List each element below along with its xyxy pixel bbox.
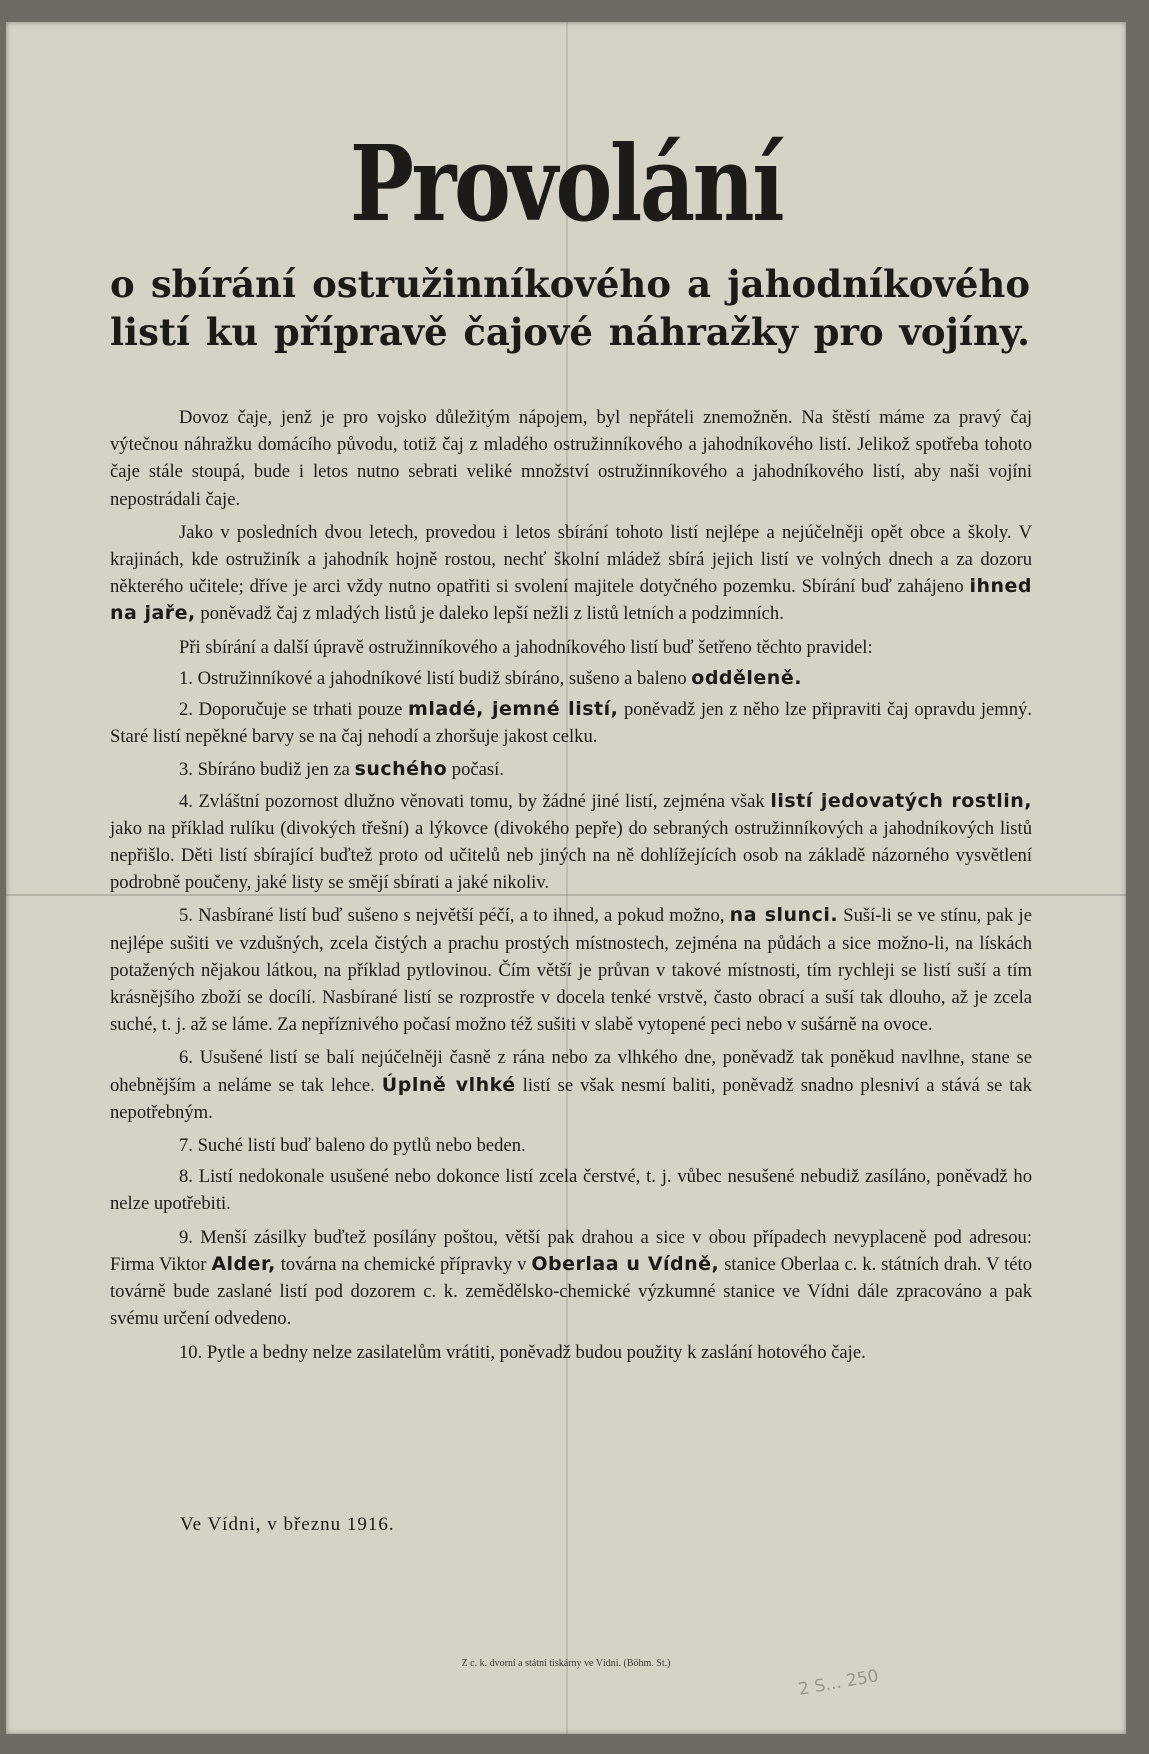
rule-9: 9. Menší zásilky buďtež posílány poštou, větší pak drahou a sice v obou případech nevyplaceně pod adresou: Firma Viktor Alder, továrna na chemické přípravky v Oberlaa u Vídně, stanice Oberlaa c. k. státních drah. V této továrně bude zaslané listí pod dozorem c. k. zemědělsko-chemické výzkumné stanice ve Vídni dále zpracováno a pak svému určení odvedeno. — [110, 1226, 1032, 1330]
emphasis-text: listí jedovatých rostlin, — [770, 789, 1032, 812]
intro-paragraph-1: Dovoz čaje, jenž je pro vojsko důležitým nápojem, byl nepřáteli znemožněn. Na štěstí máme za pravý čaj výtečnou náhražku domácího původu, totiž čaj z mladého ostružinníkového a jahodníkového listí. Jelikož spotřeba tohoto čaje stále stoupá, bude i letos nutno sebrati veliké množství ostružinníkového a jahodníkového listí, aby naši vojíni nepostrádali čaje. — [110, 407, 1032, 510]
rule-10: 10. Pytle a bedny nelze zasilatelům vrátiti, poněvadž budou použity k zaslání hotového čaje. — [179, 1341, 866, 1363]
signature-line: Ve Vídni, v březnu 1916. — [180, 1514, 395, 1535]
rule-5: 5. Nasbírané listí buď sušeno s největší péčí, a to ihned, a pokud možno, na slunci. Suší-li se ve stínu, pak je nejlépe sušiti ve vzdušných, zcela čistých a prachu prostých místnostech, zejména na půdách a sice možno-li, na lískách potažených nějakou látkou, na příklad pytlovinou. Čím větší je průvan v takové místnosti, tím rychleji se listí suší a tím krásnějšího zboží se docílí. Nasbírané listí se rozprostře v docela tenké vrstvě, často obrací a suší tak dlouho, až je zcela suché, t. j. až se láme. Za nepříznivého počasí možno též sušiti v slabě vytopené peci nebo v sušárně na ovoce. — [110, 904, 1032, 1036]
rule-4: 4. Zvláštní pozornost dlužno věnovati tomu, by žádné jiné listí, zejména však listí jedovatých rostlin, jako na příklad rulíku (divokých třešní) a lýkovce (divokého pepře) do sebraných ostružinníkových a jahodníkových listů nepřišlo. Děti listí sbírající buďtež proto od učitelů neb jiných na ně dohlížejících osob na základě názorného vysvětlení podrobně poučeny, jaké listy se smějí sbírati a jaké nikoliv. — [110, 789, 1032, 894]
pencil-annotation: 2 S... 250 — [796, 1666, 881, 1700]
emphasis-text: Oberlaa u Vídně, — [531, 1252, 720, 1275]
rules-intro: Při sbírání a další úpravě ostružinníkového a jahodníkového listí buď šetřeno těchto pravidel: — [179, 636, 873, 658]
rule-6: 6. Usušené listí se balí nejúčelněji časně z rána nebo za vlhkého dne, poněvadž tak poněkud navlhne, stane se ohebnějším a neláme se tak lehce. Úplně vlhké listí se však nesmí baliti, poněvadž snadno plesniví a stává se tak nepotřebným. — [110, 1047, 1032, 1123]
poster-sheet — [6, 22, 1126, 1734]
page-title: Provolání — [349, 122, 783, 245]
rule-7: 7. Suché listí buď baleno do pytlů nebo beden. — [179, 1135, 526, 1157]
emphasis-text: Úplně vlhké — [381, 1073, 516, 1096]
emphasis-text: mladé, jemné listí, — [408, 698, 619, 721]
emphasis-text: suchého — [354, 758, 448, 781]
emphasis-text: na slunci. — [729, 904, 839, 927]
emphasis-text: Alder, — [211, 1252, 276, 1275]
emphasis-text: odděleně. — [691, 666, 802, 689]
intro-paragraph-2: Jako v posledních dvou letech, provedou i letos sbírání tohoto listí nejlépe a nejúčelněji opět obce a školy. V krajinách, kde ostružiník a jahodník hojně rostou, nechť školní mládež sbírá jejich listí ve volných dnech a za dozoru některého učitele; dříve je arci vždy nutno opatřiti si svolení majitele dotyčného pozemku. Sbírání buď zahájeno ihned na jaře, poněvadž čaj z mladých listů je daleko lepší nežli z listů letních a podzimních. — [110, 521, 1032, 625]
emphasis-text: ihned na jaře, — [110, 575, 1032, 625]
rule-2: 2. Doporučuje se trhati pouze mladé, jemné listí, poněvadž jen z něho lze připraviti čaj opravdu jemný. Staré listí nepěkné barvy se na čaj nehodí a zhoršuje jakost celku. — [110, 698, 1033, 748]
proclamation-body — [110, 404, 1032, 1372]
printer-imprint: Z c. k. dvorní a státní tiskárny ve Vídni. (Böhm. St.) — [461, 1658, 671, 1669]
rule-1: 1. Ostružinníkové a jahodníkové listí budiž sbíráno, sušeno a baleno odděleně. — [179, 666, 802, 689]
rule-8: 8. Listí nedokonale usušené nebo dokonce listí zcela čerstvé, t. j. vůbec nesušené nebudiž zasíláno, poněvadž ho nelze upotřebiti. — [110, 1166, 1032, 1215]
rule-3: 3. Sbíráno budiž jen za suchého počasí. — [179, 758, 504, 781]
page-subtitle: o sbírání ostružinníkového a jahodníkového listí ku přípravě čajové náhražky pro vojíny. — [110, 262, 1030, 354]
